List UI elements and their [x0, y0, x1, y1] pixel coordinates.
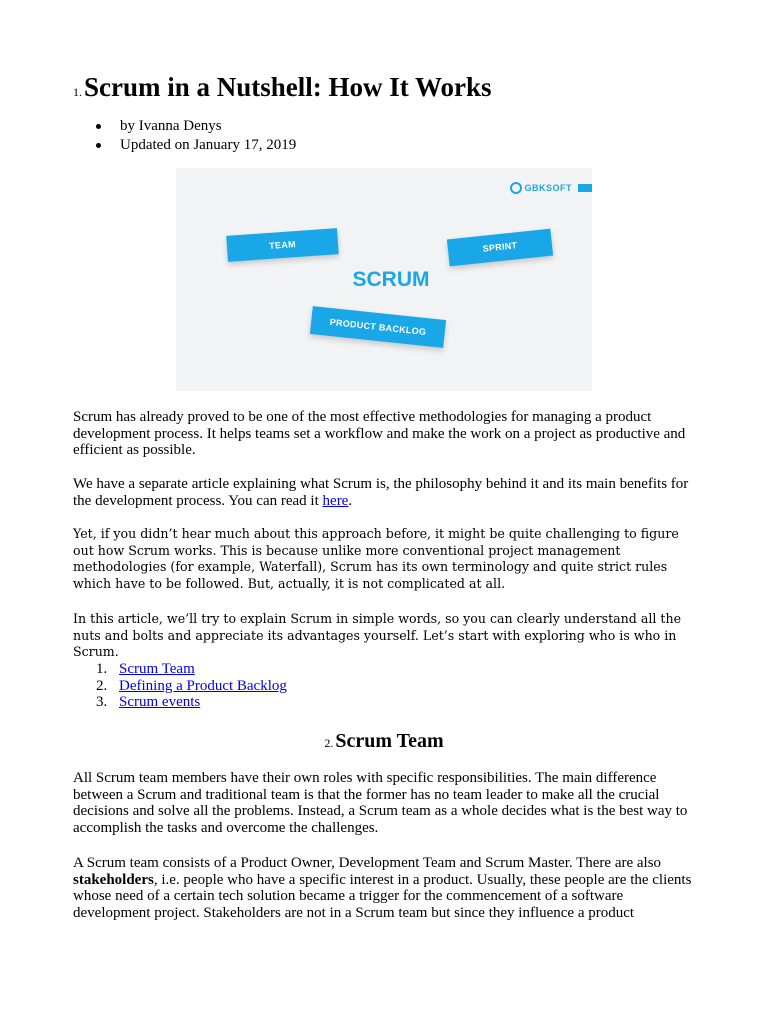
paragraph-text: .	[348, 492, 353, 509]
article-title	[73, 70, 492, 109]
stakeholders-term: stakeholders	[73, 871, 154, 888]
toc-link-scrum-team[interactable]: Scrum Team	[119, 661, 195, 677]
section-title-scrum-team	[0, 728, 768, 756]
here-link[interactable]: here	[322, 492, 349, 509]
paragraph-text: We have a separate article explaining what Scrum is, the philosophy behind it and its main benefits for the development process. You can read it	[73, 476, 689, 509]
toc-link-scrum-events[interactable]: Scrum events	[119, 694, 201, 711]
challenge-paragraph: Yet, if you didn’t hear much about this approach before, it might be quite challenging to figure out how Scrum works. This is because unlike more conventional project management methodologies (for example, Waterfall), Scrum has its own terminology and quite strict rules which have to be followed. But, actually, it is not complicated at all.	[73, 526, 679, 591]
team-composition-paragraph	[73, 855, 693, 921]
article-title-number: 1.	[73, 85, 82, 99]
article-meta-list	[0, 117, 296, 155]
article-goal-paragraph: In this article, we’ll try to explain Scrum in simple words, so you can clearly understand all the nuts and bolts and appreciate its advantages yourself. Let’s start with exploring who is who in Scrum.	[73, 611, 682, 660]
table-of-contents	[0, 661, 287, 711]
article-author	[0, 117, 296, 136]
intro-paragraph: Scrum has already proved to be one of the most effective methodologies for managing a product development process. It helps teams set a workflow and make the work on a project as productive and efficient as possible.	[73, 409, 686, 459]
hero-image	[176, 168, 592, 391]
hero-center-label: SCRUM	[352, 268, 430, 291]
tag-product-backlog: PRODUCT BACKLOG	[310, 306, 446, 348]
section-title-text: Scrum Team	[335, 730, 444, 752]
scrum-team-paragraph: All Scrum team members have their own roles with specific responsibilities. The main difference between a Scrum and traditional team is that the former has no team leader to make all the crucial decisions and solve all the problems. Instead, a Scrum team as a whole decides what is the best way to accomplish the tasks and overcome the challenges.	[73, 770, 688, 836]
gbksoft-logo-icon	[510, 182, 522, 194]
section-number: 2.	[324, 736, 334, 750]
tag-sprint: SPRINT	[447, 229, 553, 267]
toc-item-product-backlog	[0, 678, 287, 695]
gbksoft-logo	[510, 182, 593, 194]
toc-item-scrum-team	[0, 661, 287, 678]
paragraph-text: , i.e. people who have a specific interest in a product. Usually, these people are the clients whose need of a certain tech solution became a trigger for the commencement of a software development project. Stakeholders are not in a Scrum team but since they influence a product	[73, 871, 692, 921]
paragraph-text: A Scrum team consists of a Product Owner, Development Team and Scrum Master. There are also	[73, 855, 662, 871]
tag-team: TEAM	[226, 228, 339, 262]
separate-article-paragraph	[73, 476, 693, 509]
toc-number: 1.	[96, 661, 108, 677]
gbksoft-logo-text: GBKSOFT	[524, 183, 572, 193]
toc-number: 2.	[96, 677, 108, 694]
bullet-icon	[96, 143, 101, 148]
article-date	[0, 136, 296, 155]
toc-link-product-backlog[interactable]: Defining a Product Backlog	[119, 677, 287, 694]
author-text: by Ivanna Denys	[120, 118, 222, 134]
logo-bar	[578, 184, 592, 192]
toc-number: 3.	[96, 694, 108, 711]
article-title-text: Scrum in a Nutshell: How It Works	[84, 72, 492, 102]
bullet-icon	[96, 124, 101, 129]
date-text: Updated on January 17, 2019	[120, 137, 297, 153]
toc-item-scrum-events	[0, 694, 287, 711]
